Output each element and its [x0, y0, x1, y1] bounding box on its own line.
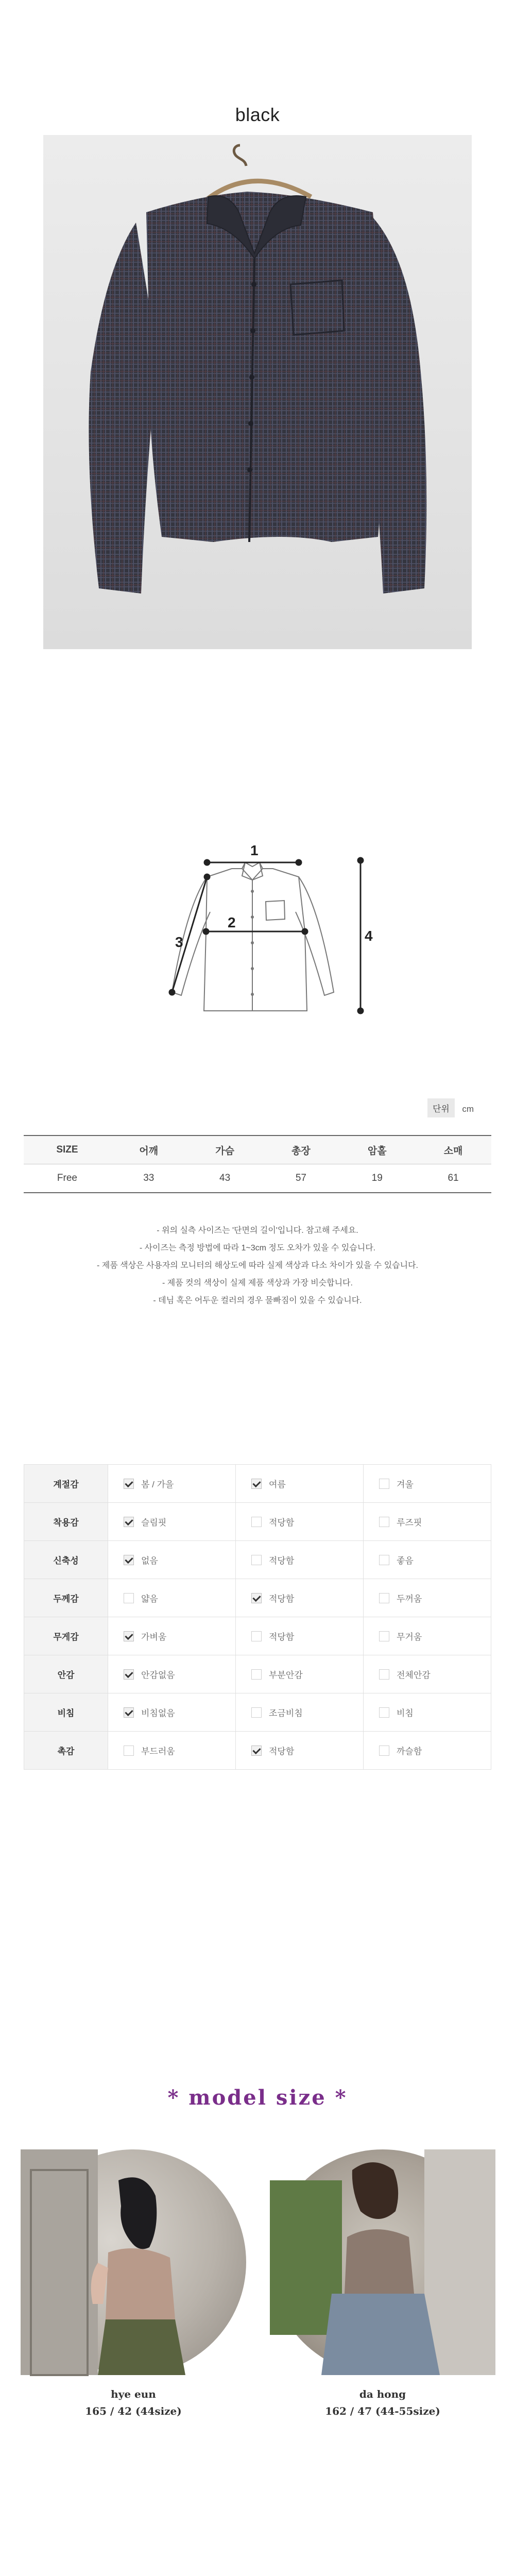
product-photo — [43, 135, 472, 649]
option-label: 비침 — [397, 1708, 414, 1718]
characteristic-option — [364, 1579, 491, 1617]
characteristic-label: 안감 — [24, 1655, 108, 1693]
header-armhole: 암홀 — [367, 1145, 387, 1157]
option-label: 부드러움 — [141, 1747, 175, 1756]
header-chest: 가슴 — [215, 1145, 234, 1157]
cell-length: 57 — [295, 1173, 306, 1183]
option-label: 슬림핏 — [141, 1518, 167, 1528]
header-length: 총장 — [291, 1145, 311, 1157]
characteristic-option — [364, 1732, 491, 1770]
characteristic-option — [236, 1617, 364, 1655]
cell-sleeve: 61 — [448, 1173, 459, 1183]
option-label: 루즈핏 — [397, 1518, 422, 1528]
model-size: 162 / 47 (44-55size) — [325, 2405, 440, 2417]
table-row — [24, 1732, 491, 1770]
measure-label-shoulder: 1 — [250, 842, 259, 858]
option-label: 적당함 — [269, 1518, 295, 1528]
option-label: 좋음 — [397, 1556, 414, 1566]
model-name: da hong — [359, 2388, 406, 2400]
note-line: - 위의 실측 사이즈는 '단면의 길이'입니다. 참고해 주세요. — [157, 1226, 358, 1235]
characteristic-option — [108, 1732, 236, 1770]
checked-box-icon — [124, 1479, 134, 1489]
unchecked-box-icon — [251, 1631, 262, 1641]
model-silhouette — [270, 2149, 495, 2375]
fabric-characteristics-table — [24, 1464, 491, 1770]
option-label: 적당함 — [269, 1632, 295, 1642]
option-label: 얇음 — [141, 1594, 158, 1604]
option-label: 가벼움 — [141, 1632, 167, 1642]
characteristic-option — [236, 1732, 364, 1770]
option-label: 적당함 — [269, 1556, 295, 1566]
model-size-title: * model size * — [167, 2086, 348, 2110]
option-label: 비침없음 — [141, 1708, 175, 1718]
option-label: 조금비침 — [269, 1708, 303, 1718]
option-label: 무거움 — [397, 1632, 422, 1642]
cell-chest: 43 — [219, 1173, 231, 1183]
unchecked-box-icon — [379, 1555, 389, 1565]
unchecked-box-icon — [379, 1479, 389, 1489]
unit-indicator — [427, 1098, 474, 1117]
characteristic-label: 신축성 — [24, 1541, 108, 1579]
measurement-diagram — [149, 840, 371, 1056]
characteristic-option — [108, 1693, 236, 1732]
unit-label: 단위 — [427, 1098, 455, 1117]
characteristic-option — [236, 1541, 364, 1579]
characteristic-label: 두께감 — [24, 1579, 108, 1617]
characteristic-option — [108, 1655, 236, 1693]
table-row — [24, 1693, 491, 1732]
shirt-illustration — [43, 135, 472, 649]
option-label: 두꺼움 — [397, 1594, 422, 1604]
checked-box-icon — [124, 1669, 134, 1680]
characteristic-option — [364, 1541, 491, 1579]
characteristic-option — [236, 1465, 364, 1503]
model-name: hye eun — [111, 2388, 156, 2400]
table-row — [24, 1655, 491, 1693]
unchecked-box-icon — [379, 1517, 389, 1527]
characteristic-option — [364, 1465, 491, 1503]
characteristic-option — [236, 1503, 364, 1541]
option-label: 겨울 — [397, 1480, 414, 1489]
model-size: 165 / 42 (44size) — [85, 2405, 182, 2417]
characteristic-label: 계절감 — [24, 1465, 108, 1503]
unchecked-box-icon — [379, 1631, 389, 1641]
unchecked-box-icon — [251, 1707, 262, 1718]
product-color-name: black — [235, 104, 280, 125]
unchecked-box-icon — [251, 1555, 262, 1565]
measure-label-sleeve: 3 — [175, 934, 183, 950]
size-table — [24, 1135, 491, 1193]
cell-size: Free — [57, 1173, 77, 1183]
unchecked-box-icon — [124, 1745, 134, 1756]
table-row — [24, 1503, 491, 1541]
checked-box-icon — [124, 1631, 134, 1641]
unchecked-box-icon — [379, 1593, 389, 1603]
unchecked-box-icon — [379, 1745, 389, 1756]
unit-value: cm — [462, 1104, 474, 1114]
option-label: 까슬함 — [397, 1747, 422, 1756]
unchecked-box-icon — [251, 1669, 262, 1680]
characteristic-option — [364, 1503, 491, 1541]
checked-box-icon — [124, 1707, 134, 1718]
model-silhouette — [21, 2149, 246, 2375]
checked-box-icon — [124, 1517, 134, 1527]
checked-box-icon — [251, 1479, 262, 1489]
option-label: 부분안감 — [269, 1670, 303, 1680]
characteristic-option — [236, 1693, 364, 1732]
header-sleeve: 소매 — [443, 1145, 463, 1157]
unchecked-box-icon — [251, 1517, 262, 1527]
table-row — [24, 1617, 491, 1655]
size-notes — [0, 1222, 515, 1310]
characteristic-option — [108, 1617, 236, 1655]
note-line: - 제품 컷의 색상이 실제 제품 색상과 가장 비슷합니다. — [162, 1279, 353, 1287]
option-label: 없음 — [141, 1556, 158, 1566]
characteristic-option — [236, 1579, 364, 1617]
characteristic-option — [364, 1617, 491, 1655]
table-row — [24, 1465, 491, 1503]
characteristic-option — [364, 1693, 491, 1732]
note-line: - 데님 혹은 어두운 컬러의 경우 물빠짐이 있을 수 있습니다. — [153, 1296, 362, 1305]
model-photo-hye-eun — [21, 2149, 246, 2375]
measure-label-chest: 2 — [228, 914, 236, 930]
characteristic-option — [108, 1541, 236, 1579]
characteristic-label: 촉감 — [24, 1732, 108, 1770]
checked-box-icon — [251, 1593, 262, 1603]
option-label: 전체안감 — [397, 1670, 431, 1680]
unchecked-box-icon — [379, 1707, 389, 1718]
characteristic-option — [236, 1655, 364, 1693]
model-photo-da-hong — [270, 2149, 495, 2375]
characteristic-option — [364, 1655, 491, 1693]
option-label: 적당함 — [269, 1747, 295, 1756]
characteristic-label: 착용감 — [24, 1503, 108, 1541]
characteristic-option — [108, 1579, 236, 1617]
note-line: - 사이즈는 측정 방법에 따라 1~3cm 정도 오차가 있을 수 있습니다. — [139, 1244, 376, 1252]
shirt-line-drawing — [149, 840, 371, 1056]
cell-armhole: 19 — [371, 1173, 383, 1183]
checked-box-icon — [124, 1555, 134, 1565]
characteristic-label: 무게감 — [24, 1617, 108, 1655]
note-line: - 제품 색상은 사용자의 모니터의 해상도에 따라 실제 색상과 다소 차이가 있을 수 있습니다. — [97, 1261, 418, 1270]
table-row — [24, 1541, 491, 1579]
option-label: 안감없음 — [141, 1670, 175, 1680]
table-row — [24, 1579, 491, 1617]
table-row — [24, 1164, 491, 1193]
unchecked-box-icon — [379, 1669, 389, 1680]
characteristic-option — [108, 1503, 236, 1541]
cell-shoulder: 33 — [143, 1173, 154, 1183]
size-table-header — [24, 1136, 491, 1164]
unchecked-box-icon — [124, 1593, 134, 1603]
characteristic-label: 비침 — [24, 1693, 108, 1732]
header-size: SIZE — [56, 1144, 78, 1155]
checked-box-icon — [251, 1745, 262, 1756]
measure-label-length: 4 — [365, 928, 373, 944]
option-label: 적당함 — [269, 1594, 295, 1604]
characteristic-option — [108, 1465, 236, 1503]
option-label: 여름 — [269, 1480, 286, 1489]
header-shoulder: 어깨 — [139, 1145, 159, 1157]
option-label: 봄 / 가을 — [141, 1480, 174, 1489]
